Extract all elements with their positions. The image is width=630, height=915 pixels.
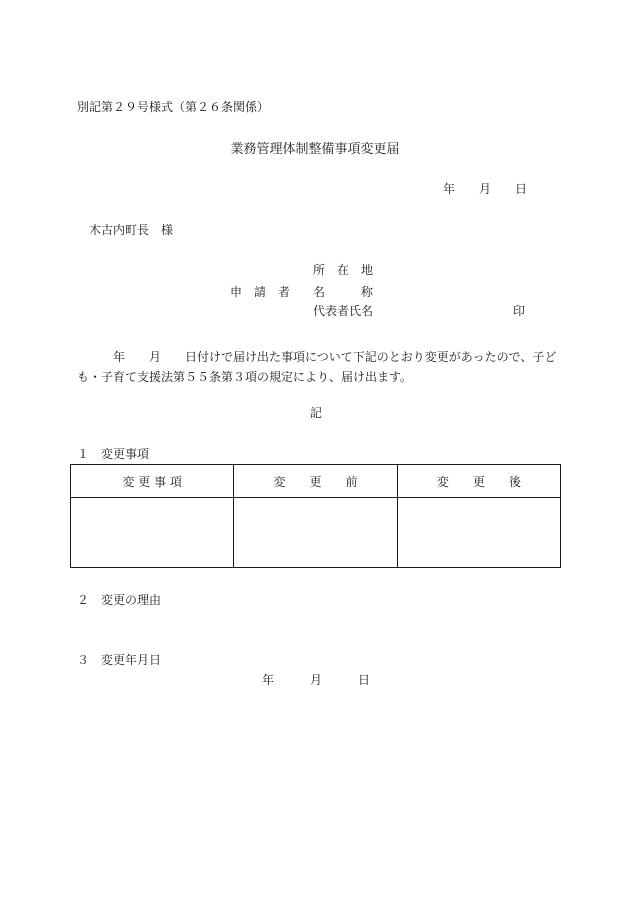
header-before: 変 更 前 <box>234 465 397 498</box>
table-header-row <box>71 465 561 498</box>
section-change-items-heading: １ 変更事項 <box>77 447 150 461</box>
body-paragraph: 年 月 日付けで届け出た事項について下記のとおり変更があったので、子ども・子育て支援法第５５条第３項の規定により、届け出ます。 <box>77 350 557 384</box>
ki-heading: 記 <box>310 406 323 420</box>
table-row <box>71 498 561 568</box>
addressee: 木古内町長 様 <box>89 223 174 237</box>
change-date: 年 月 日 <box>262 673 371 687</box>
representative-label: 代表者氏名 <box>313 304 374 318</box>
cell-before[interactable] <box>234 498 397 568</box>
applicant-label: 申 請 者 <box>230 285 291 299</box>
section-reason-heading: ２ 変更の理由 <box>77 593 162 607</box>
name-label: 名 称 <box>313 285 374 299</box>
cell-after[interactable] <box>397 498 560 568</box>
change-table <box>70 464 561 568</box>
section-change-date-heading: ３ 変更年月日 <box>77 653 162 667</box>
cell-change-item[interactable] <box>71 498 234 568</box>
seal-mark: 印 <box>513 304 526 318</box>
submission-date: 年 月 日 <box>443 182 528 196</box>
header-change-item: 変 更 事 項 <box>71 465 234 498</box>
form-number: 別記第２９号様式（第２６条関係） <box>77 100 270 114</box>
header-after: 変 更 後 <box>397 465 560 498</box>
document-title: 業務管理体制整備事項変更届 <box>230 142 400 157</box>
address-label: 所 在 地 <box>313 263 374 277</box>
